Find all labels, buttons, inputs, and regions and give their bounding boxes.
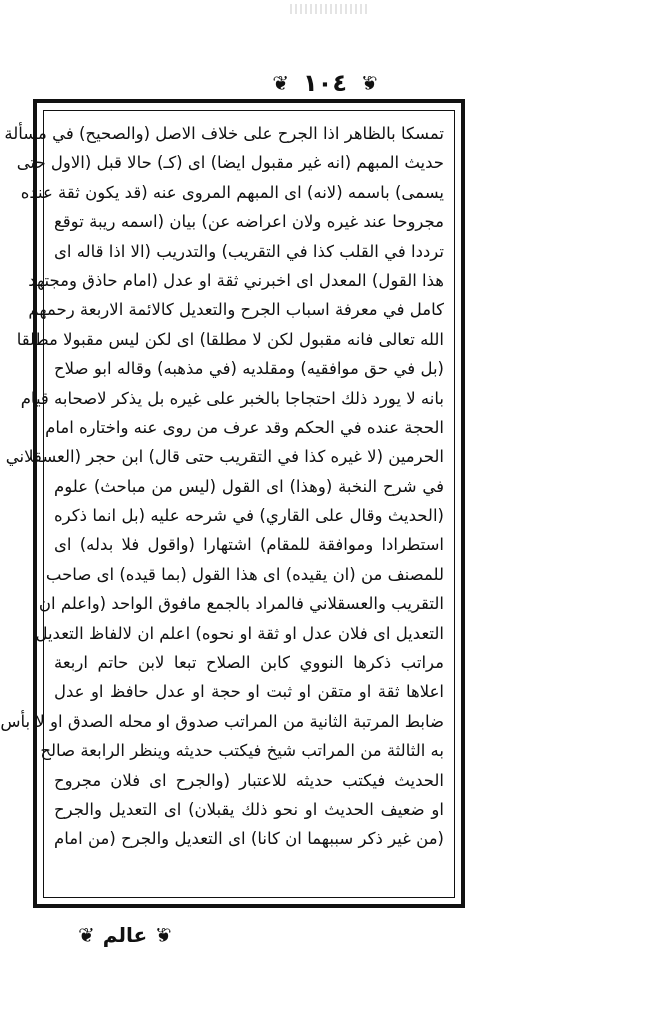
leaf-ornament-icon: ❦ bbox=[360, 71, 378, 95]
page-footer bbox=[78, 920, 172, 950]
text-line: استطرادا وموافقة للمقام) اشتهارا (واقول فلا بدله) اى bbox=[54, 535, 444, 555]
text-line: يسمى) باسمه (لانه) اى المبهم المروى عنه (قد يكون ثقة عنده bbox=[20, 182, 444, 202]
text-line: (الحديث وقال على القاري) في شرحه عليه (بل انما ذكره bbox=[54, 506, 444, 526]
text-block bbox=[0, 110, 455, 898]
text-line: تمسكا بالظاهر اذا الجرح على خلاف الاصل (والصحيح) في مسألة bbox=[4, 124, 444, 143]
text-line: به الثالثة من المراتب شيخ فيكتب حديثه وينظر الرابعة صالح bbox=[40, 741, 444, 761]
text-line: الحرمين (لا غيره كذا في التقريب حتى قال) ابن حجر (العسقلاني bbox=[5, 447, 444, 467]
text-line: للمصنف من (ان يقيده) اى هذا القول (بما قيده) اى صاحب bbox=[45, 564, 444, 584]
text-line: كامل في معرفة اسباب الجرح والتعديل كالائمة الاربعة رحمهم bbox=[28, 300, 444, 320]
text-line: الحديث فيكتب حديثه للاعتبار (والجرح اى فلان مجروح bbox=[54, 770, 444, 790]
text-line: مجروحا عند غيره ولان اعراضه عن) بيان (اسمه ريبة توقع bbox=[54, 212, 444, 232]
leaf-ornament-icon: ❦ bbox=[155, 923, 172, 947]
leaf-ornament-icon: ❦ bbox=[272, 71, 290, 95]
top-margin-speckle bbox=[290, 4, 370, 14]
text-line: ضابط المرتبة الثانية من المراتب صدوق او محله الصدق او لا بأس bbox=[0, 711, 444, 731]
leaf-ornament-icon: ❦ bbox=[78, 923, 95, 947]
text-line: الله تعالى فانه مقبول لكن لا مطلقا) اى لكن ليس مقبولا مطلقا bbox=[16, 329, 444, 349]
text-line: مراتب ذكرها النووي كابن الصلاح تبعا لابن حاتم اربعة bbox=[54, 653, 444, 673]
page-header bbox=[0, 66, 650, 100]
text-line: هذا القول) المعدل اى اخبرني ثقة او عدل (امام حاذق ومجتهد bbox=[28, 270, 444, 290]
text-line: التقريب والعسقلاني فالمراد بالجمع مافوق الواحد (واعلم ان bbox=[38, 594, 444, 614]
page-number: ١٠٤ bbox=[303, 69, 347, 97]
text-line: ترددا في القلب كذا في التقريب) والتدريب (الا اذا قاله اى bbox=[54, 241, 444, 261]
text-line: حديث المبهم (انه غير مقبول ايضا) اى (كـ) حالا قبل (الاول حتى bbox=[16, 153, 444, 173]
text-line: (من غير ذكر سببهما ان كانا) اى التعديل والجرح (من امام bbox=[54, 829, 444, 849]
text-line: التعديل اى فلان عدل او ثقة او نحوه) اعلم ان لالفاظ التعديل bbox=[35, 623, 444, 643]
text-line: او ضعيف الحديث او نحو ذلك يقبلان) اى التعديل والجرح bbox=[54, 799, 444, 819]
text-line: بانه لا يورد ذلك احتجاجا بالخبر على غيره بل يذكر لاصحابه قيام bbox=[20, 388, 444, 408]
body-text bbox=[0, 119, 444, 854]
text-line: الحجة عنده في الحكم وقد عرف من روى عنه واختاره امام bbox=[45, 417, 444, 437]
text-line: اعلاها ثقة او متقن او ثبت او حجة او عدل حافظ او عدل bbox=[54, 682, 444, 702]
catchword: عالم bbox=[102, 923, 148, 947]
text-line: في شرح النخبة (وهذا) اى القول (ليس من مباحث) علوم bbox=[54, 476, 444, 496]
text-line: (بل في حق موافقيه) ومقلديه (في مذهبه) وقاله ابو صلاح bbox=[54, 359, 444, 379]
